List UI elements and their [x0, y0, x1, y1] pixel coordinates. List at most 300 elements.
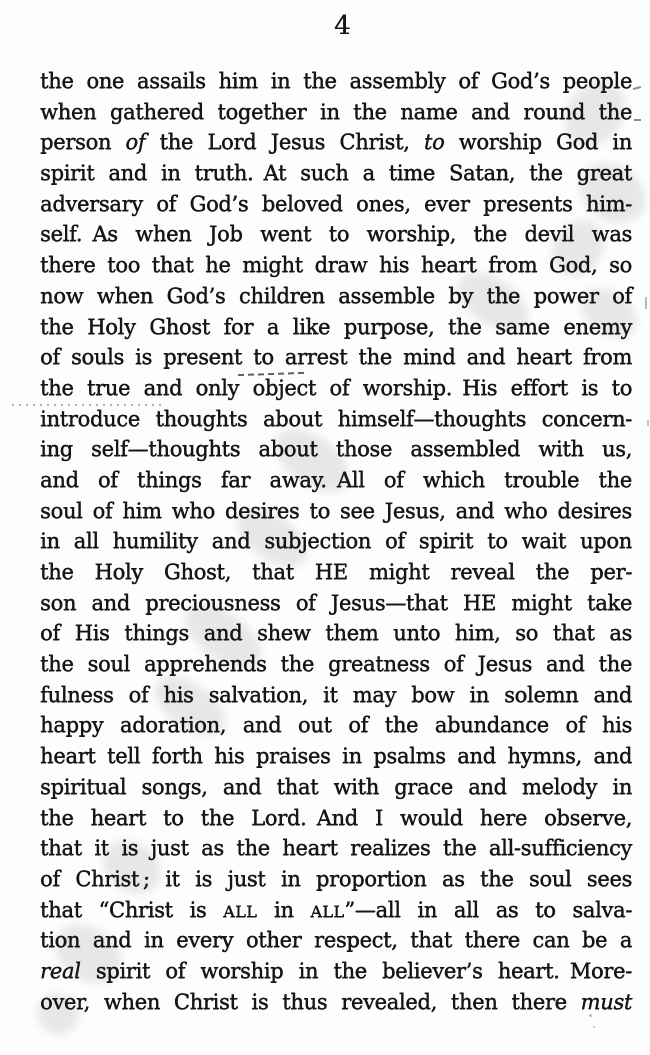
- word: away. All: [269, 467, 365, 492]
- text-line: [40, 836, 632, 867]
- word: them: [325, 621, 379, 646]
- word: heart: [420, 253, 477, 278]
- word: things: [136, 467, 202, 492]
- word: heart: [40, 744, 96, 769]
- text-line: [40, 284, 632, 315]
- word: solemn: [504, 682, 579, 707]
- word: fulness: [40, 682, 114, 707]
- word: enemy: [563, 314, 632, 339]
- word: it: [323, 682, 338, 707]
- word: and: [92, 928, 132, 953]
- text-line: [40, 315, 632, 346]
- word: heart: [516, 345, 572, 370]
- word: only: [195, 375, 240, 400]
- word: it: [165, 866, 180, 891]
- word: devil: [524, 222, 575, 247]
- word: assemble: [338, 283, 435, 308]
- word: humility: [112, 529, 198, 554]
- word: the: [384, 713, 419, 738]
- word: presents: [482, 191, 573, 216]
- word: upon: [579, 529, 632, 554]
- word: realizes: [350, 836, 431, 861]
- word: adversary: [40, 191, 143, 216]
- word: as: [441, 866, 465, 891]
- word: of: [443, 652, 464, 677]
- word: when: [40, 99, 97, 124]
- word: the: [200, 805, 235, 830]
- word: there: [511, 989, 567, 1014]
- scan-speck: [634, 119, 641, 121]
- word: draw: [314, 253, 368, 278]
- word: truth. At: [194, 161, 287, 186]
- text-line: [40, 468, 632, 499]
- body-text: [40, 69, 632, 1020]
- word: apprehends: [143, 652, 267, 677]
- text-line: [40, 652, 632, 683]
- word: spiritual: [40, 774, 127, 799]
- word: in: [319, 99, 340, 124]
- word: heart. More-: [497, 958, 632, 983]
- word: His: [74, 621, 110, 646]
- word: might: [242, 253, 303, 278]
- word: person: [40, 130, 112, 155]
- word: him: [122, 498, 162, 523]
- text-line: [40, 253, 632, 284]
- word: Ghost: [149, 314, 210, 339]
- word: salvation,: [208, 682, 308, 707]
- word: out: [297, 713, 332, 738]
- word: greatness: [327, 652, 430, 677]
- word: every: [176, 928, 234, 953]
- word: too: [107, 253, 140, 278]
- word: the: [303, 69, 337, 93]
- word: can: [532, 928, 570, 953]
- word: a: [362, 161, 375, 186]
- word: to: [309, 498, 330, 523]
- word: the: [598, 99, 632, 124]
- word: things: [124, 621, 189, 646]
- text-line: [40, 744, 632, 775]
- word: preciousness: [145, 590, 281, 615]
- word: the: [40, 375, 74, 400]
- text-line: [40, 376, 632, 407]
- word: the: [333, 958, 367, 983]
- word: the: [40, 69, 74, 93]
- word: thoughts: [155, 406, 248, 431]
- text-line: [40, 560, 632, 591]
- scan-speck: [645, 297, 647, 309]
- word: by: [448, 283, 474, 308]
- word: from: [488, 253, 538, 278]
- word: worship: [200, 958, 284, 983]
- word: a: [619, 928, 632, 953]
- word: spirit: [40, 161, 95, 186]
- word: self—thoughts: [91, 437, 241, 462]
- word: “Christ: [98, 897, 173, 922]
- word: far: [220, 467, 251, 492]
- word: Christ,: [339, 130, 410, 155]
- word: and: [222, 774, 262, 799]
- word: who: [171, 498, 215, 523]
- word: in: [270, 69, 291, 93]
- word: is: [581, 375, 599, 400]
- word: of: [156, 191, 177, 216]
- word: that: [410, 928, 452, 953]
- word: time: [388, 161, 435, 186]
- word: heart: [90, 805, 146, 830]
- word: Jesus: [270, 130, 326, 155]
- text-line: [40, 407, 632, 438]
- word: God: [555, 130, 598, 155]
- word: in: [298, 958, 319, 983]
- word: real: [40, 958, 81, 983]
- word: melody: [521, 774, 598, 799]
- word: it: [94, 836, 109, 861]
- word: power: [533, 283, 599, 308]
- word: in: [40, 529, 60, 554]
- word: desires: [224, 498, 300, 523]
- word: name: [400, 99, 458, 124]
- word: Jesus,: [384, 498, 446, 523]
- word: ones,: [356, 191, 411, 216]
- word: revealed,: [341, 989, 437, 1014]
- word: such: [300, 161, 349, 186]
- word: of: [40, 345, 60, 370]
- word: true: [86, 375, 131, 400]
- word: object: [252, 375, 316, 400]
- word: tell: [107, 744, 141, 769]
- word: shew: [256, 621, 311, 646]
- word: of: [125, 130, 146, 155]
- text-line: [40, 130, 632, 161]
- word: when: [103, 989, 160, 1014]
- word: as: [201, 836, 224, 861]
- word: to: [423, 130, 445, 155]
- word: all-sufficiency: [488, 836, 632, 861]
- word: son: [40, 590, 77, 615]
- word: to: [535, 897, 556, 922]
- word: his: [163, 682, 194, 707]
- text-line: [40, 990, 632, 1021]
- word: together: [217, 99, 307, 124]
- text-line: [40, 928, 632, 959]
- word: hymns,: [507, 744, 582, 769]
- text-line: [40, 345, 632, 376]
- word: the: [40, 560, 74, 584]
- word: the: [598, 652, 632, 677]
- word: is: [135, 345, 152, 370]
- word: present: [163, 345, 243, 370]
- word: tion: [40, 928, 81, 953]
- word: ALL”—all: [310, 897, 401, 922]
- word: of: [40, 621, 60, 646]
- text-line: [40, 775, 632, 806]
- word: of: [128, 682, 149, 707]
- word: and: [108, 161, 147, 186]
- word: in: [273, 897, 294, 922]
- scan-speck: [633, 86, 641, 90]
- word: purpose,: [343, 314, 435, 339]
- word: assembled: [410, 437, 520, 462]
- word: might: [368, 560, 430, 584]
- text-line: [40, 192, 632, 223]
- word: from: [582, 345, 632, 370]
- word: Lord: [207, 130, 257, 155]
- word: believer’s: [382, 958, 483, 983]
- word: the: [598, 467, 632, 492]
- word: take: [587, 590, 632, 615]
- word: same: [495, 314, 550, 339]
- word: a: [266, 314, 279, 339]
- word: psalms: [373, 744, 446, 769]
- word: that: [251, 560, 294, 584]
- word: in: [342, 744, 362, 769]
- word: that: [40, 897, 82, 922]
- word: Christ: [173, 989, 238, 1014]
- word: now: [40, 283, 84, 308]
- text-line: [40, 806, 632, 837]
- word: to: [253, 345, 274, 370]
- word: to: [328, 222, 350, 247]
- word: with: [538, 437, 584, 462]
- word: here: [479, 805, 527, 830]
- word: in: [280, 866, 301, 891]
- word: of: [97, 467, 118, 492]
- word: people: [562, 69, 632, 93]
- word: of: [329, 375, 350, 400]
- word: and: [211, 529, 251, 554]
- word: wait: [521, 529, 566, 554]
- word: the: [447, 314, 482, 339]
- word: the: [40, 805, 74, 830]
- word: him,: [454, 621, 501, 646]
- word: the: [358, 345, 392, 370]
- word: beloved: [261, 191, 343, 216]
- word: the: [280, 652, 314, 677]
- word: Jesus—that: [330, 590, 448, 615]
- word: and: [40, 467, 79, 492]
- word: to: [163, 805, 184, 830]
- word: HE: [462, 590, 496, 615]
- page-number: 4: [334, 11, 351, 41]
- word: forth: [151, 744, 203, 769]
- word: the: [159, 130, 194, 155]
- word: would: [399, 805, 463, 830]
- word: those: [335, 437, 392, 462]
- word: there: [464, 928, 520, 953]
- word: all: [453, 897, 479, 922]
- word: which: [422, 467, 485, 492]
- word: his: [379, 253, 410, 278]
- word: who: [504, 498, 548, 523]
- word: sees: [586, 866, 632, 891]
- word: that: [276, 774, 319, 799]
- scan-speck: [593, 1026, 595, 1028]
- text-line: [40, 898, 632, 929]
- word: and: [143, 375, 183, 400]
- word: of: [40, 866, 60, 891]
- word: and: [466, 345, 506, 370]
- word: Christ ;: [75, 866, 150, 891]
- word: just: [227, 866, 266, 891]
- word: self. As: [40, 222, 118, 247]
- word: was: [591, 222, 632, 247]
- word: in: [612, 130, 632, 155]
- word: great: [576, 161, 632, 186]
- word: spirit: [95, 958, 151, 983]
- word: soul: [528, 866, 572, 891]
- word: in: [143, 928, 164, 953]
- word: ever: [424, 191, 470, 216]
- word: worship. His: [362, 375, 498, 400]
- word: respect,: [313, 928, 398, 953]
- word: per-: [590, 560, 632, 584]
- text-line: [40, 591, 632, 622]
- word: the: [40, 652, 74, 677]
- word: the: [442, 836, 477, 861]
- text-line: [40, 713, 632, 744]
- word: Ghost,: [163, 560, 231, 584]
- word: worship: [458, 130, 542, 155]
- word: then: [450, 989, 498, 1014]
- word: when: [96, 283, 154, 308]
- word: us,: [601, 437, 632, 462]
- word: Satan,: [448, 161, 516, 186]
- word: God’s: [189, 191, 249, 216]
- word: there: [40, 253, 96, 278]
- word: is: [121, 836, 139, 861]
- word: souls: [70, 345, 124, 370]
- word: Holy: [94, 560, 143, 584]
- word: abundance: [434, 713, 549, 738]
- word: bow: [411, 682, 455, 707]
- word: so: [609, 253, 632, 278]
- word: and: [91, 590, 130, 615]
- text-line: [40, 437, 632, 468]
- word: that: [151, 253, 194, 278]
- word: concern-: [541, 406, 632, 431]
- word: is: [251, 989, 269, 1014]
- word: God’s: [490, 69, 550, 93]
- word: desires: [557, 498, 632, 523]
- word: is: [189, 897, 207, 922]
- word: that: [552, 621, 595, 646]
- word: he: [205, 253, 231, 278]
- word: the: [486, 283, 521, 308]
- text-line: [40, 683, 632, 714]
- word: of: [165, 958, 186, 983]
- word: himself—thoughts: [337, 406, 526, 431]
- word: thus: [282, 989, 328, 1014]
- word: ALL: [223, 901, 258, 921]
- word: and: [455, 498, 495, 523]
- word: and: [471, 99, 510, 124]
- word: just: [150, 836, 189, 861]
- word: when: [135, 222, 192, 247]
- word: assembly: [349, 69, 446, 93]
- word: him-: [585, 191, 632, 216]
- scan-artifact-dots: [12, 404, 162, 406]
- word: of: [458, 69, 479, 93]
- word: trouble: [504, 467, 580, 492]
- word: of: [92, 498, 113, 523]
- word: happy: [40, 713, 104, 738]
- word: songs,: [141, 774, 208, 799]
- word: of: [383, 467, 404, 492]
- word: his: [601, 713, 632, 738]
- text-line: [40, 867, 632, 898]
- word: to: [487, 529, 508, 554]
- word: effort: [510, 375, 568, 400]
- word: and: [242, 713, 282, 738]
- text-line: [40, 499, 632, 530]
- word: arrest: [284, 345, 348, 370]
- word: adoration,: [119, 713, 227, 738]
- word: of: [565, 713, 586, 738]
- word: salva-: [572, 897, 632, 922]
- word: round: [523, 99, 585, 124]
- word: the: [473, 222, 507, 247]
- text-line: [40, 959, 632, 990]
- word: the: [353, 99, 387, 124]
- word: of: [612, 283, 632, 308]
- word: children: [238, 283, 325, 308]
- word: mind: [402, 345, 456, 370]
- word: see: [339, 498, 375, 523]
- word: as: [609, 621, 632, 646]
- word: in: [417, 897, 437, 922]
- word: proportion: [315, 866, 427, 891]
- word: as: [495, 897, 519, 922]
- word: Lord. And: [251, 805, 358, 830]
- text-line: [40, 161, 632, 192]
- word: the: [529, 161, 563, 186]
- word: the: [236, 836, 270, 861]
- text-line: [40, 100, 632, 131]
- text-line: [40, 69, 632, 100]
- word: that: [40, 836, 82, 861]
- word: his: [214, 744, 245, 769]
- word: went: [259, 222, 312, 247]
- text-line: [40, 529, 632, 560]
- word: and: [203, 621, 243, 646]
- word: observe,: [544, 805, 632, 830]
- word: about: [258, 437, 318, 462]
- text-line: [40, 621, 632, 652]
- word: the: [479, 866, 514, 891]
- word: other: [245, 928, 302, 953]
- word: introduce: [40, 406, 140, 431]
- word: praises: [255, 744, 331, 769]
- word: may: [352, 682, 397, 707]
- word: like: [292, 314, 331, 339]
- word: and: [457, 744, 496, 769]
- word: subjection: [264, 529, 371, 554]
- word: and: [593, 682, 632, 707]
- word: for: [223, 314, 254, 339]
- word: grace: [394, 774, 453, 799]
- word: of: [384, 529, 405, 554]
- word: so: [515, 621, 538, 646]
- text-line: [40, 222, 632, 253]
- word: soul: [40, 498, 83, 523]
- word: Holy: [87, 314, 136, 339]
- word: be: [581, 928, 608, 953]
- word: God,: [548, 253, 598, 278]
- word: God’s: [166, 283, 226, 308]
- word: gathered: [109, 99, 204, 124]
- word: one: [86, 69, 125, 93]
